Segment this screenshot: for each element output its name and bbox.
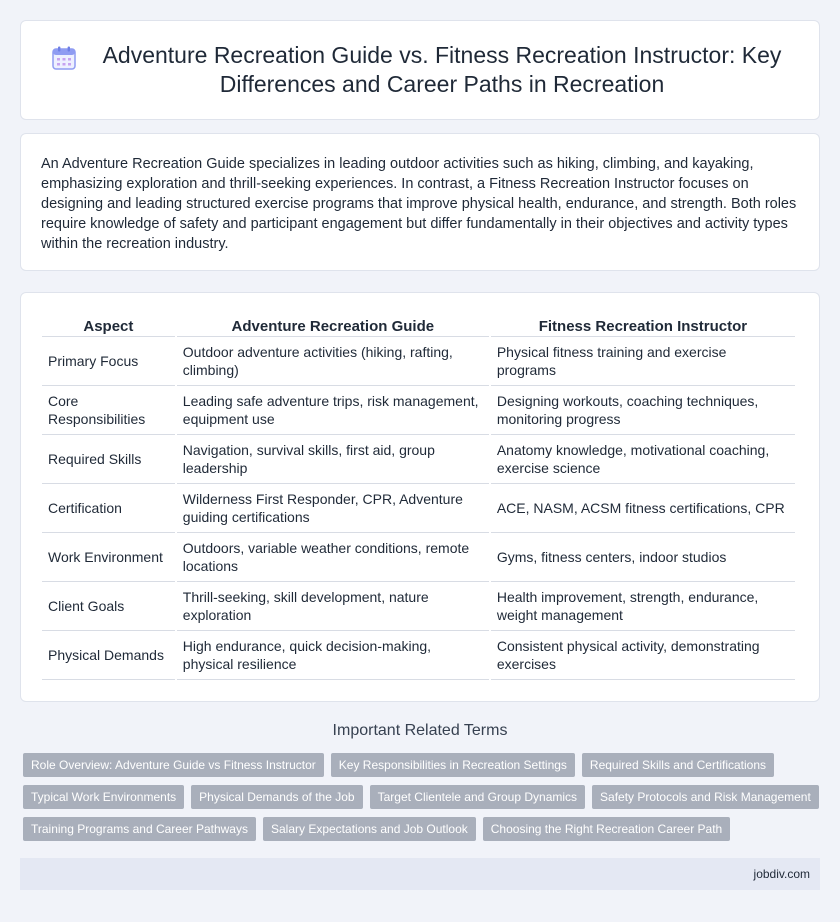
related-terms-title: Important Related Terms bbox=[332, 722, 508, 739]
related-term-tag[interactable]: Choosing the Right Recreation Career Path bbox=[483, 817, 730, 841]
cell-adventure: Leading safe adventure trips, risk management, equipment use bbox=[177, 386, 489, 435]
header-aspect: Aspect bbox=[42, 307, 175, 337]
related-term-tag[interactable]: Training Programs and Career Pathways bbox=[23, 817, 256, 841]
cell-aspect: Certification bbox=[42, 484, 175, 533]
cell-adventure: Navigation, survival skills, first aid, group leadership bbox=[177, 435, 489, 484]
cell-adventure: High endurance, quick decision-making, physical resilience bbox=[177, 631, 489, 680]
header-adventure-guide: Adventure Recreation Guide bbox=[177, 307, 489, 337]
table-header-row bbox=[42, 307, 795, 337]
footer bbox=[20, 858, 820, 890]
table-row bbox=[42, 533, 795, 582]
table-row bbox=[42, 435, 795, 484]
related-term-tag[interactable]: Salary Expectations and Job Outlook bbox=[263, 817, 476, 841]
cell-fitness: Physical fitness training and exercise programs bbox=[491, 337, 795, 386]
related-term-tag[interactable]: Role Overview: Adventure Guide vs Fitness Instructor bbox=[23, 753, 324, 777]
intro-card bbox=[20, 133, 820, 271]
cell-aspect: Work Environment bbox=[42, 533, 175, 582]
cell-aspect: Client Goals bbox=[42, 582, 175, 631]
related-term-tag[interactable]: Required Skills and Certifications bbox=[582, 753, 774, 777]
table-row bbox=[42, 631, 795, 680]
cell-adventure: Outdoor adventure activities (hiking, rafting, climbing) bbox=[177, 337, 489, 386]
cell-adventure: Thrill-seeking, skill development, nature exploration bbox=[177, 582, 489, 631]
cell-aspect: Primary Focus bbox=[42, 337, 175, 386]
table-row bbox=[42, 484, 795, 533]
related-term-tag[interactable]: Physical Demands of the Job bbox=[191, 785, 362, 809]
cell-aspect: Physical Demands bbox=[42, 631, 175, 680]
cell-aspect: Core Responsibilities bbox=[42, 386, 175, 435]
cell-fitness: Gyms, fitness centers, indoor studios bbox=[491, 533, 795, 582]
table-row bbox=[42, 337, 795, 386]
cell-fitness: Anatomy knowledge, motivational coaching, exercise science bbox=[491, 435, 795, 484]
footer-site-link[interactable]: jobdiv.com bbox=[753, 867, 810, 881]
cell-aspect: Required Skills bbox=[42, 435, 175, 484]
cell-adventure: Outdoors, variable weather conditions, remote locations bbox=[177, 533, 489, 582]
table-row bbox=[42, 582, 795, 631]
cell-fitness: Designing workouts, coaching techniques, monitoring progress bbox=[491, 386, 795, 435]
related-term-tag[interactable]: Target Clientele and Group Dynamics bbox=[370, 785, 585, 809]
calendar-icon bbox=[51, 45, 77, 71]
related-terms-section bbox=[0, 722, 840, 841]
header-fitness-instructor: Fitness Recreation Instructor bbox=[491, 307, 795, 337]
intro-text: An Adventure Recreation Guide specializes in leading outdoor activities such as hiking, climbing, and kayaking, emphasizing exploration and thrill-seeking experiences. In contrast, a Fitness Recreation Instructor focuses on designing and leading structured exercise programs that improve physical health, endurance, and strength. Both roles require knowledge of safety and participant engagement but differ fundamentally in their objectives and activity types within the recreation industry. bbox=[41, 156, 797, 252]
related-term-tag[interactable]: Safety Protocols and Risk Management bbox=[592, 785, 819, 809]
cell-fitness: Consistent physical activity, demonstrating exercises bbox=[491, 631, 795, 680]
page-title: Adventure Recreation Guide vs. Fitness Recreation Instructor: Key Differences and Career Paths in Recreation bbox=[102, 42, 782, 97]
comparison-table-card bbox=[20, 292, 820, 702]
related-terms-tags bbox=[0, 753, 840, 841]
title-card bbox=[20, 20, 820, 120]
cell-fitness: ACE, NASM, ACSM fitness certifications, CPR bbox=[491, 484, 795, 533]
related-term-tag[interactable]: Typical Work Environments bbox=[23, 785, 184, 809]
comparison-table bbox=[40, 307, 797, 680]
cell-fitness: Health improvement, strength, endurance, weight management bbox=[491, 582, 795, 631]
related-term-tag[interactable]: Key Responsibilities in Recreation Settings bbox=[331, 753, 575, 777]
table-row bbox=[42, 386, 795, 435]
cell-adventure: Wilderness First Responder, CPR, Adventure guiding certifications bbox=[177, 484, 489, 533]
